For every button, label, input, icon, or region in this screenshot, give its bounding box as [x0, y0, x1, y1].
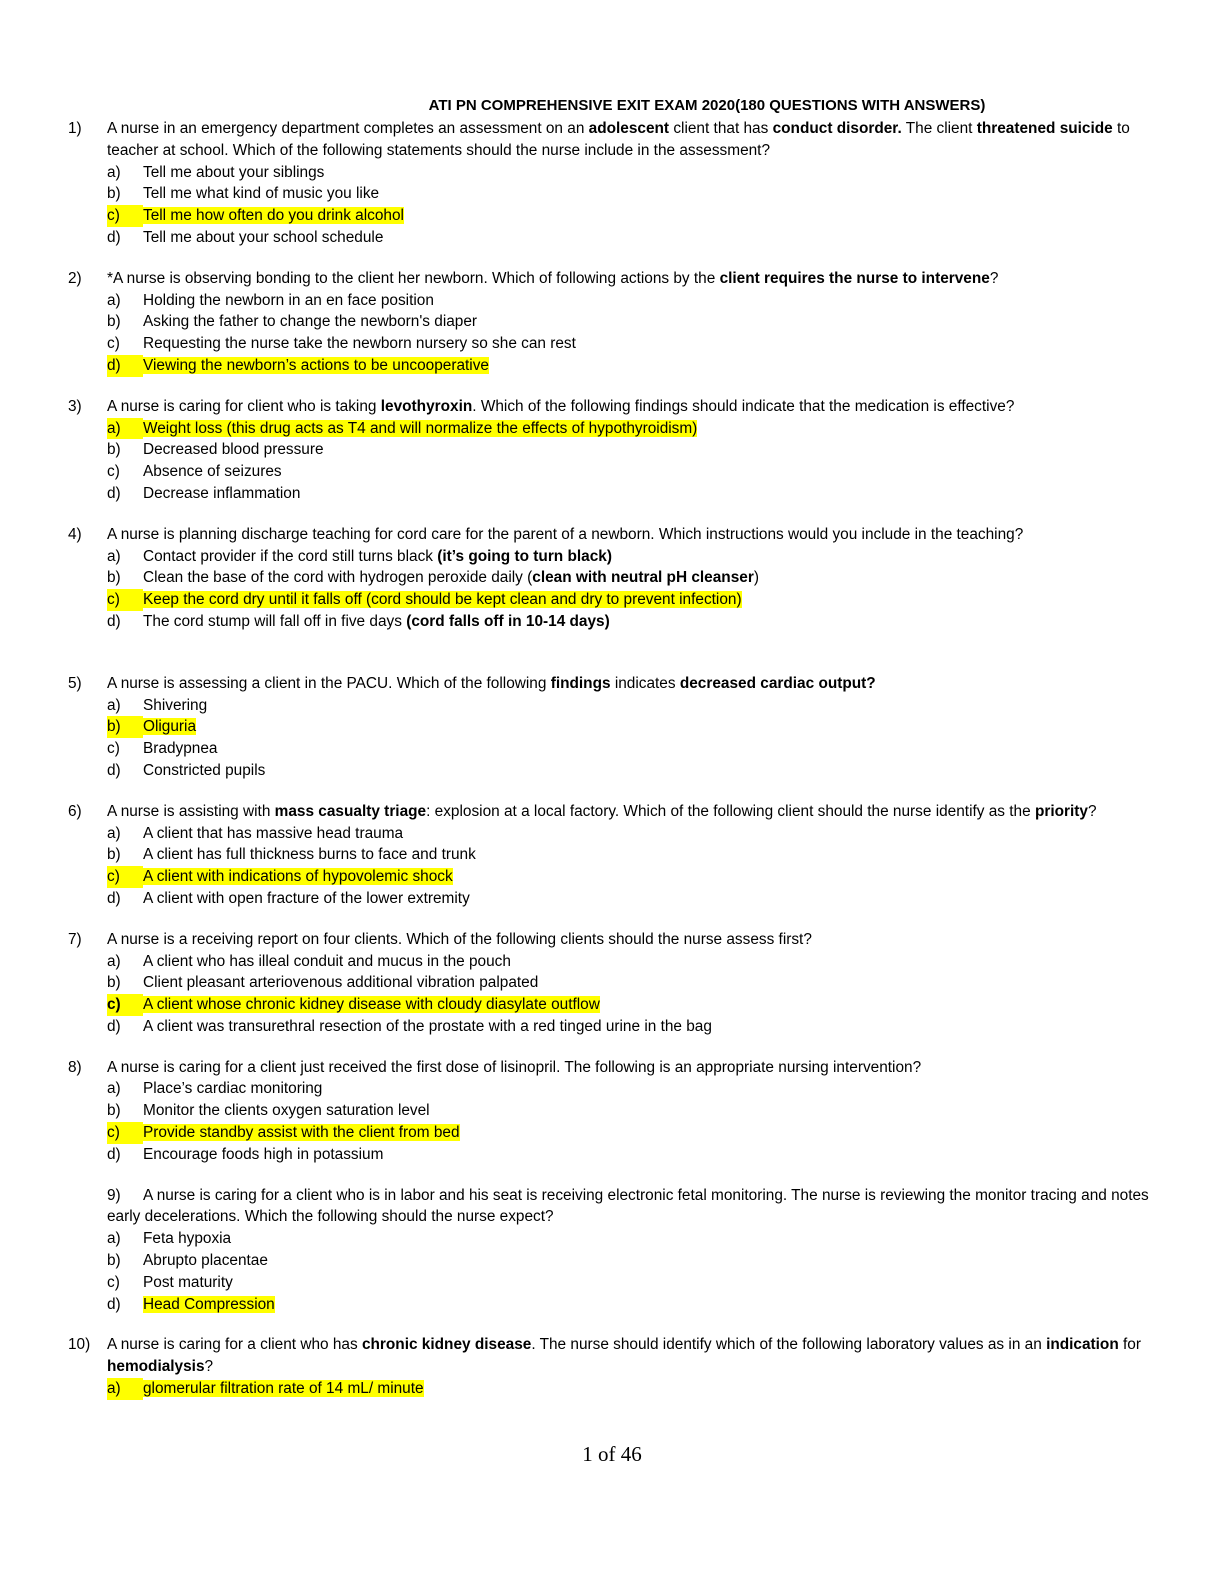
text-run: Tell me about your siblings — [143, 163, 325, 181]
text-run: A nurse is a receiving report on four clients. Which of the following clients should the nurse assess first? — [107, 930, 812, 948]
question-10 — [68, 1334, 1158, 1399]
answer-option[interactable] — [68, 760, 1158, 782]
option-text — [143, 846, 476, 863]
answer-option[interactable] — [68, 546, 1158, 568]
question-3 — [68, 396, 1158, 505]
text-run: Weight loss (this drug acts as T4 and will normalize the effects of hypothyroidism) — [143, 419, 698, 437]
question-number: 2) — [68, 269, 82, 287]
answer-option[interactable] — [68, 738, 1158, 760]
answer-options — [68, 162, 1158, 249]
text-run: A client whose chronic kidney disease with cloudy diasylate outflow — [143, 996, 600, 1014]
option-text-highlighted — [143, 357, 489, 374]
answer-option[interactable] — [68, 311, 1158, 333]
option-letter: c) — [107, 1273, 120, 1291]
text-run: Requesting the nurse take the newborn nursery so she can rest — [143, 335, 576, 353]
option-text-highlighted — [143, 207, 404, 224]
text-run: A client with indications of hypovolemic shock — [143, 868, 453, 886]
option-letter: c) — [107, 335, 120, 353]
question-number: 6) — [68, 802, 82, 820]
option-text — [143, 485, 300, 502]
question-9-stem — [68, 1185, 1158, 1229]
text-run: indicates — [610, 674, 680, 692]
option-letter: d) — [107, 1295, 121, 1313]
option-letter: d) — [107, 1145, 121, 1163]
text-run: A client has full thickness burns to face and trunk — [143, 846, 476, 864]
option-text-highlighted — [143, 868, 453, 885]
bold-text: findings — [550, 674, 611, 692]
question-1 — [68, 118, 1158, 249]
question-stem — [68, 268, 1158, 290]
option-text — [143, 229, 383, 246]
bold-text: threatened suicide — [976, 120, 1113, 137]
text-run: ) — [753, 569, 759, 587]
text-run: The cord stump will fall off in five days — [143, 612, 407, 630]
bold-text: conduct disorder. — [772, 120, 902, 137]
answer-options — [68, 290, 1158, 377]
option-text: Post maturity — [143, 1273, 233, 1291]
question-list — [68, 118, 1158, 1419]
text-run: A nurse is caring for a client just received the first dose of lisinopril. The following is an appropriate nursing intervention? — [107, 1058, 922, 1076]
answer-options — [68, 1078, 1158, 1165]
bold-text: mass casualty triage — [274, 802, 427, 820]
option-text — [143, 762, 265, 779]
answer-option[interactable] — [68, 483, 1158, 505]
option-letter: c) — [107, 589, 143, 611]
answer-option[interactable] — [68, 695, 1158, 717]
question-stem — [68, 801, 1158, 823]
option-letter: d) — [107, 612, 121, 630]
bold-text: priority — [1034, 802, 1088, 820]
option-text: Abrupto placentae — [143, 1252, 268, 1270]
option-letter: b) — [107, 846, 121, 864]
text-run: *A nurse is observing bonding to the client her newborn. Which of following actions by the — [107, 269, 720, 287]
option-letter: d) — [107, 228, 121, 246]
option-letter: a) — [107, 418, 143, 440]
option-text — [143, 164, 324, 181]
answer-options — [68, 951, 1158, 1038]
question-number: 5) — [68, 674, 82, 692]
text-run: Absence of seizures — [143, 463, 282, 481]
text-run: Encourage foods high in potassium — [143, 1145, 384, 1163]
answer-option[interactable] — [68, 888, 1158, 910]
text-run: . The nurse should identify which of the following laboratory values as in an — [531, 1336, 1047, 1354]
bold-text: (it’s going to turn black) — [437, 547, 612, 565]
question-number: 4) — [68, 525, 82, 543]
option-letter: b) — [107, 716, 143, 738]
bold-text: chronic kidney disease — [361, 1336, 532, 1354]
text-run: Decrease inflammation — [143, 484, 301, 502]
option-text — [143, 613, 610, 630]
option-letter: a) — [107, 163, 121, 181]
question-stem — [68, 1057, 1158, 1079]
bold-text: adolescent — [588, 120, 670, 137]
question-4 — [68, 524, 1158, 633]
question-9-text: A nurse is caring for a client who is in labor and his seat is receiving electronic fetal monitoring. The nurse is reviewing the monitor tracing and notes early decelerations. Which the following should the nurse expect? — [107, 1186, 1149, 1226]
option-text — [143, 463, 282, 480]
answer-option-correct[interactable] — [68, 1294, 1158, 1316]
text-run: to teacher at school. Which of the following statements should the nurse include in the assessment? — [107, 120, 1130, 159]
question-9-options — [68, 1228, 1158, 1315]
question-5 — [68, 673, 1158, 782]
answer-option[interactable] — [68, 951, 1158, 973]
text-run: A nurse in an emergency department completes an assessment on an — [107, 120, 589, 137]
text-run: Client pleasant arteriovenous additional vibration palpated — [143, 974, 539, 992]
bold-text: indication — [1046, 1336, 1119, 1354]
option-letter: d) — [107, 889, 121, 907]
answer-option[interactable] — [68, 439, 1158, 461]
answer-option-correct[interactable] — [68, 866, 1158, 888]
option-text — [143, 1080, 322, 1097]
answer-option[interactable] — [68, 461, 1158, 483]
bold-text: levothyroxin — [380, 397, 473, 415]
text-run: ? — [204, 1358, 214, 1376]
option-text-highlighted: Head Compression — [143, 1295, 275, 1313]
answer-option-correct[interactable] — [68, 1378, 1158, 1400]
answer-option[interactable] — [68, 567, 1158, 589]
option-letter: c) — [107, 740, 120, 758]
option-text — [143, 313, 477, 330]
option-text-highlighted — [143, 1124, 460, 1141]
option-text — [143, 1102, 430, 1119]
text-run: A client who has illeal conduit and mucus in the pouch — [143, 952, 511, 970]
text-run: Holding the newborn in an en face position — [143, 291, 434, 309]
text-run: Bradypnea — [143, 740, 218, 758]
option-letter: c) — [107, 994, 143, 1016]
question-6 — [68, 801, 1158, 910]
question-9 — [68, 1185, 1158, 1316]
text-run: A client was transurethral resection of the prostate with a red tinged urine in the bag — [143, 1017, 712, 1035]
option-letter: b) — [107, 185, 121, 203]
question-2 — [68, 268, 1158, 377]
answer-option[interactable] — [68, 823, 1158, 845]
option-letter: b) — [107, 569, 121, 587]
option-text — [143, 441, 324, 458]
option-letter: b) — [107, 1102, 121, 1120]
text-run: Oliguria — [143, 718, 197, 736]
answer-option[interactable] — [68, 183, 1158, 205]
option-text-highlighted: glomerular filtration rate of 14 mL/ minute — [143, 1380, 424, 1398]
text-run: Asking the father to change the newborn's diaper — [143, 313, 478, 331]
text-run: Contact provider if the cord still turns black — [143, 547, 438, 565]
option-text — [143, 1146, 383, 1163]
question-stem — [68, 929, 1158, 951]
page-number: 1 of 46 — [582, 1442, 642, 1466]
answer-option[interactable] — [68, 1228, 1158, 1250]
question-10-stem — [68, 1334, 1158, 1378]
answer-option-correct[interactable] — [68, 1122, 1158, 1144]
bold-text: decreased cardiac output? — [679, 674, 876, 692]
text-run: Constricted pupils — [143, 761, 266, 779]
option-letter: d) — [107, 484, 121, 502]
option-text — [143, 740, 217, 757]
question-number: 8) — [68, 1058, 82, 1076]
text-run: A client that has massive head trauma — [143, 824, 404, 842]
option-letter: c) — [107, 463, 120, 481]
question-stem — [68, 524, 1158, 546]
text-run: Decreased blood pressure — [143, 441, 324, 459]
option-letter: a) — [107, 824, 121, 842]
option-text — [143, 335, 576, 352]
bold-text: clean with neutral pH cleanser — [532, 569, 754, 587]
option-text — [143, 185, 379, 202]
option-text — [143, 292, 434, 309]
option-text — [143, 569, 759, 586]
text-run: for — [1118, 1336, 1141, 1354]
answer-option-correct[interactable] — [68, 205, 1158, 227]
answer-option[interactable] — [68, 1144, 1158, 1166]
option-text — [143, 890, 470, 907]
question-stem — [68, 118, 1158, 162]
text-run: A nurse is assisting with — [107, 802, 275, 820]
text-run: Tell me how often do you drink alcohol — [143, 207, 404, 225]
answer-option-correct[interactable] — [68, 418, 1158, 440]
question-10-text — [107, 1336, 1141, 1375]
answer-option[interactable] — [68, 1016, 1158, 1038]
text-run: A client with open fracture of the lower extremity — [143, 889, 470, 907]
answer-option[interactable] — [68, 1078, 1158, 1100]
option-letter: a) — [107, 1378, 143, 1400]
option-letter: d) — [107, 761, 121, 779]
answer-option-correct[interactable] — [68, 355, 1158, 377]
option-text-highlighted — [143, 420, 697, 437]
document-title: ATI PN COMPREHENSIVE EXIT EXAM 2020(180 QUESTIONS WITH ANSWERS) — [428, 97, 986, 114]
option-text-highlighted — [143, 718, 196, 735]
option-letter: b) — [107, 441, 121, 459]
answer-option[interactable] — [68, 227, 1158, 249]
text-run: Tell me what kind of music you like — [143, 185, 380, 203]
option-letter: a) — [107, 547, 121, 565]
bold-text: hemodialysis — [107, 1358, 205, 1376]
option-letter: a) — [107, 952, 121, 970]
option-letter: a) — [107, 696, 121, 714]
question-7 — [68, 929, 1158, 1038]
question-number: 1) — [68, 120, 82, 137]
text-run: A nurse is planning discharge teaching for cord care for the parent of a newborn. Which instructions would you include in the teaching? — [107, 525, 1024, 543]
question-10-number: 10) — [68, 1336, 91, 1354]
text-run: : explosion at a local factory. Which of the following client should the nurse identify as the — [426, 802, 1035, 820]
option-letter: b) — [107, 974, 121, 992]
answer-options — [68, 695, 1158, 782]
text-run: Monitor the clients oxygen saturation level — [143, 1102, 430, 1120]
option-letter: c) — [107, 866, 143, 888]
text-run: . Which of the following findings should indicate that the medication is effective? — [472, 397, 1015, 415]
question-number: 7) — [68, 930, 82, 948]
text-run: Shivering — [143, 696, 208, 714]
text-run: Keep the cord dry until it falls off (cord should be kept clean and dry to prevent infection) — [143, 591, 742, 609]
option-text — [143, 974, 538, 991]
option-text-highlighted — [143, 591, 742, 608]
answer-option[interactable] — [68, 162, 1158, 184]
text-run: A nurse is assessing a client in the PACU. Which of the following — [107, 674, 551, 692]
bold-text: client requires the nurse to intervene — [719, 269, 990, 287]
text-run: The client — [901, 120, 977, 137]
answer-option[interactable] — [68, 1100, 1158, 1122]
option-text-highlighted — [143, 996, 600, 1013]
answer-options — [68, 418, 1158, 505]
text-run: Clean the base of the cord with hydrogen peroxide daily ( — [143, 569, 533, 587]
text-run: Viewing the newborn’s actions to be uncooperative — [143, 356, 489, 374]
text-run: client that has — [669, 120, 773, 137]
answer-option[interactable] — [68, 611, 1158, 633]
option-letter: d) — [107, 1017, 121, 1035]
text-run: A nurse is caring for client who is taking — [107, 397, 381, 415]
option-letter: a) — [107, 291, 121, 309]
option-text — [143, 953, 511, 970]
option-letter: c) — [107, 1122, 143, 1144]
answer-option[interactable] — [68, 844, 1158, 866]
answer-option[interactable] — [68, 972, 1158, 994]
text-run: Place’s cardiac monitoring — [143, 1080, 323, 1098]
answer-option-correct[interactable] — [68, 716, 1158, 738]
text-run: ? — [1087, 802, 1097, 820]
bold-text: (cord falls off in 10-14 days) — [406, 612, 610, 630]
option-letter: a) — [107, 1230, 121, 1248]
text-run: Provide standby assist with the client from bed — [143, 1124, 460, 1142]
answer-option[interactable] — [68, 1272, 1158, 1294]
text-run: Tell me about your school schedule — [143, 228, 384, 246]
text-run: A nurse is caring for a client who has — [107, 1336, 362, 1354]
answer-option-correct[interactable] — [68, 589, 1158, 611]
questions-1-8 — [68, 118, 1158, 1166]
question-8 — [68, 1057, 1158, 1166]
option-text — [143, 1018, 712, 1035]
question-10-options — [68, 1378, 1158, 1400]
question-number: 3) — [68, 397, 82, 415]
option-text: Feta hypoxia — [143, 1230, 232, 1248]
option-text — [143, 548, 612, 565]
answer-option-correct[interactable] — [68, 994, 1158, 1016]
option-letter: d) — [107, 355, 143, 377]
option-text — [143, 825, 403, 842]
answer-option[interactable] — [68, 333, 1158, 355]
answer-options — [68, 546, 1158, 633]
question-stem — [68, 673, 1158, 695]
option-letter: a) — [107, 1080, 121, 1098]
option-letter: c) — [107, 205, 143, 227]
option-text — [143, 697, 207, 714]
text-run: ? — [989, 269, 999, 287]
answer-options — [68, 823, 1158, 910]
question-9-number: 9) — [107, 1186, 121, 1204]
option-letter: b) — [107, 1252, 121, 1270]
answer-option[interactable] — [68, 290, 1158, 312]
question-stem — [68, 396, 1158, 418]
answer-option[interactable] — [68, 1250, 1158, 1272]
option-letter: b) — [107, 313, 121, 331]
